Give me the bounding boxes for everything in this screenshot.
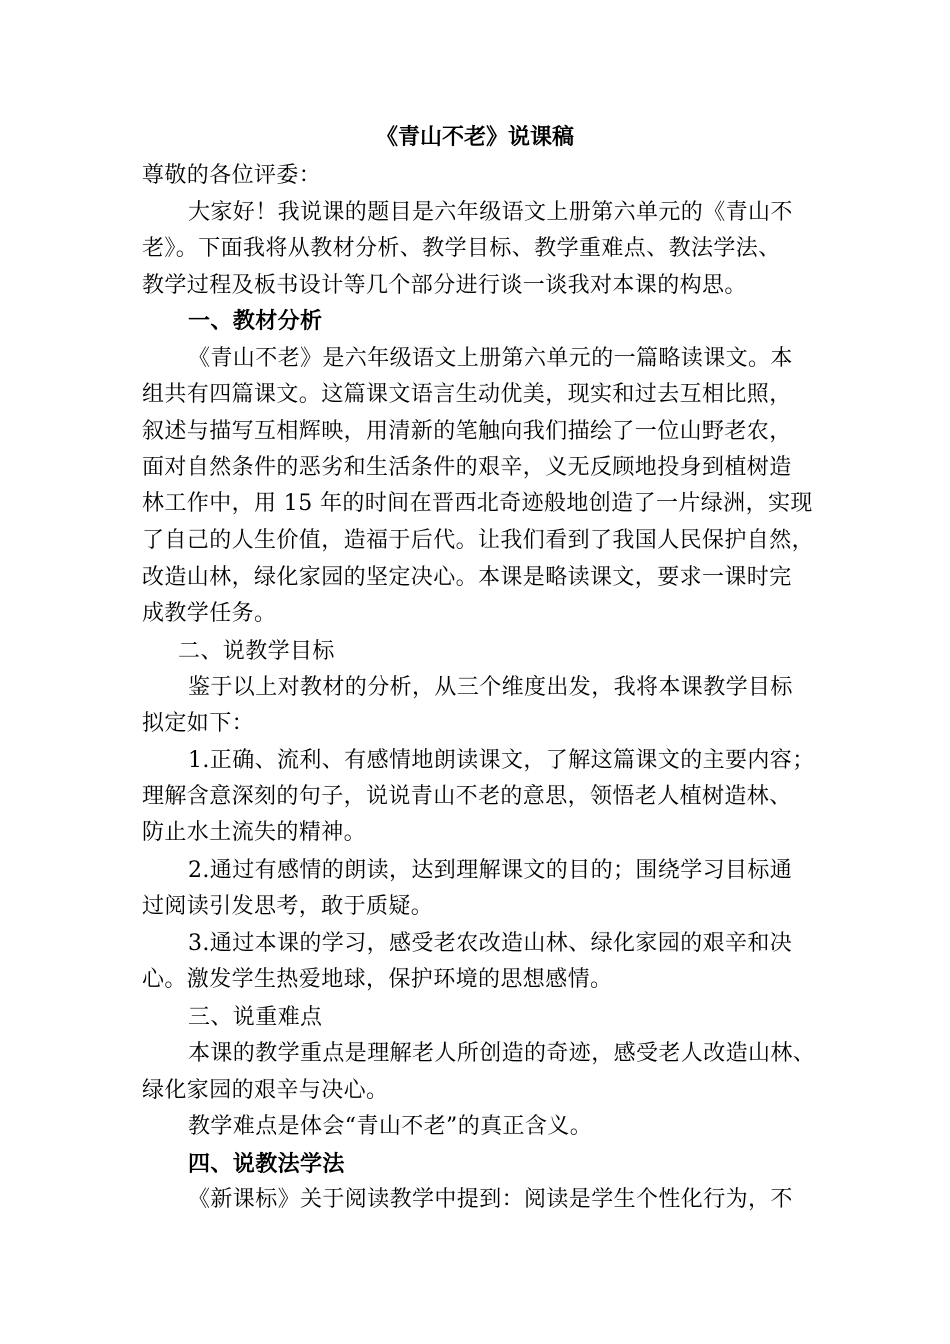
text-line: 大家好！我说课的题目是六年级语文上册第六单元的《青山不 <box>188 200 793 225</box>
text-line: 3.通过本课的学习，感受老农改造山林、绿化家园的艰辛和决 <box>188 931 793 956</box>
section-heading: 二、说教学目标 <box>178 639 335 664</box>
text-line: 《青山不老》是六年级语文上册第六单元的一篇略读课文。本 <box>188 346 793 371</box>
text-line: 面对自然条件的恶劣和生活条件的艰辛，义无反顾地投身到植树造 <box>142 455 792 480</box>
text-line: 老》。下面我将从教材分析、教学目标、教学重难点、教法学法、 <box>142 236 781 261</box>
text-line: 防止水土流失的精神。 <box>142 820 367 845</box>
section-heading: 三、说重难点 <box>188 1005 323 1030</box>
text-line: 改造山林，绿化家园的坚定决心。本课是略读课文，要求一课时完 <box>142 565 792 590</box>
text-line: 1.正确、流利、有感情地朗读课文，了解这篇课文的主要内容； <box>188 748 815 773</box>
text-line: 理解含意深刻的句子，说说青山不老的意思，领悟老人植树造林、 <box>142 784 792 809</box>
document-title: 《青山不老》说课稿 <box>375 124 574 150</box>
text-line: 绿化家园的艰辛与决心。 <box>142 1078 389 1103</box>
text-line: 组共有四篇课文。这篇课文语言生动优美，现实和过去互相比照， <box>142 382 792 407</box>
text-line: 尊敬的各位评委： <box>142 163 322 188</box>
text-line: 心。激发学生热爱地球，保护环境的思想感情。 <box>142 967 613 992</box>
text-line: 拟定如下： <box>142 711 255 736</box>
text-line: 过阅读引发思考，敢于质疑。 <box>142 894 434 919</box>
text-line: 教学过程及板书设计等几个部分进行谈一谈我对本课的构思。 <box>142 273 747 298</box>
text-line: 2.通过有感情的朗读，达到理解课文的目的；围绕学习目标通 <box>188 858 793 883</box>
text-line: 鉴于以上对教材的分析，从三个维度出发，我将本课教学目标 <box>188 675 793 700</box>
text-line: 叙述与描写互相辉映，用清新的笔触向我们描绘了一位山野老农， <box>142 419 792 444</box>
text-line: 林工作中，用 15 年的时间在晋西北奇迹般地创造了一片绿洲，实现 <box>142 491 813 516</box>
text-line: 《新课标》关于阅读教学中提到：阅读是学生个性化行为，不 <box>188 1187 793 1212</box>
text-line: 了自己的人生价值，造福于后代。让我们看到了我国人民保护自然， <box>142 528 815 553</box>
section-heading: 一、教材分析 <box>188 308 323 334</box>
section-heading: 四、说教法学法 <box>188 1151 345 1177</box>
text-line: 教学难点是体会“青山不老”的真正含义。 <box>188 1114 593 1139</box>
text-line: 本课的教学重点是理解老人所创造的奇迹，感受老人改造山林、 <box>188 1041 816 1066</box>
text-line: 成教学任务。 <box>142 601 277 626</box>
